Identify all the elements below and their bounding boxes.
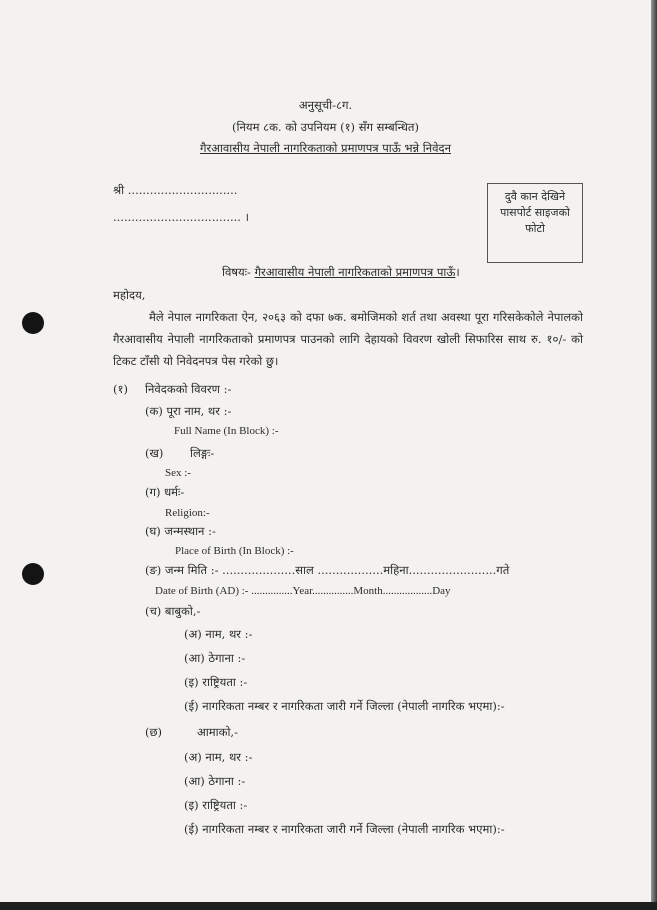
photo-box-line-3: फोटो xyxy=(525,222,545,235)
photo-box xyxy=(487,183,583,263)
rule-reference: (नियम ८क. को उपनियम (१) सँग सम्बन्धित) xyxy=(232,120,419,134)
addressee-line-1: श्री .............................. xyxy=(113,183,238,197)
full-name-english-label: Full Name (In Block) :- xyxy=(174,425,279,437)
religion-label: (ग) धर्मः- xyxy=(145,485,185,499)
photo-box-line-2: पासपोर्ट साइजको xyxy=(500,206,570,219)
religion-english-label: Religion:- xyxy=(165,507,210,519)
page-edge-shadow xyxy=(651,0,657,910)
mother-number: (छ) xyxy=(145,725,163,739)
father-nationality-label: (इ) राष्ट्रियता :- xyxy=(184,675,248,689)
birthplace-english-label: Place of Birth (In Block) :- xyxy=(175,545,294,557)
mother-name-label: (अ) नाम, थर :- xyxy=(184,750,253,764)
punch-hole-bottom xyxy=(22,563,44,585)
mother-citizenship-label: (ई) नागरिकता नम्बर र नागरिकता जारी गर्ने जिल्ला (नेपाली नागरिक भएमा):- xyxy=(184,822,505,836)
subject-line xyxy=(222,265,460,279)
father-label: (च) बाबुको,- xyxy=(145,604,201,618)
form-title-text: गैरआवासीय नेपाली नागरिकताको प्रमाणपत्र पाऊँ भन्ने निवेदन xyxy=(199,141,452,155)
sex-number: (ख) xyxy=(145,446,164,460)
subject-end: । xyxy=(455,265,460,279)
father-address-label: (आ) ठेगाना :- xyxy=(184,651,246,665)
mother-nationality-label: (इ) राष्ट्रियता :- xyxy=(184,798,248,812)
full-name-label: (क) पूरा नाम, थर :- xyxy=(145,404,232,418)
schedule-number: अनुसूची-८ग. xyxy=(298,98,353,112)
subject-text: गैरआवासीय नेपाली नागरिकताको प्रमाणपत्र पाऊँ xyxy=(254,265,456,279)
mother-address-label: (आ) ठेगाना :- xyxy=(184,774,246,788)
birth-date-label: (ङ) जन्म मिति :- ....................साल ..................महिना........................गते xyxy=(145,563,510,577)
subject-label: विषयः- xyxy=(222,265,251,279)
punch-hole-top xyxy=(22,312,44,334)
salutation: महोदय, xyxy=(113,288,146,302)
photo-box-line-1: दुवै कान देखिने xyxy=(504,190,566,203)
section-1-title: निवेदकको विवरण :- xyxy=(145,382,232,396)
background-edge xyxy=(0,902,657,910)
father-name-label: (अ) नाम, थर :- xyxy=(184,627,253,641)
body-paragraph: मैले नेपाल नागरिकता ऐन, २०६३ को दफा ७क. बमोजिमको शर्त तथा अवस्था पूरा गरिसकेकोले नेपालको गैरआवासीय नेपाली नागरिकताको प्रमाणपत्र पाउनको लागि देहायको विवरण खोली सिफारिस साथ रु. १०/- को टिकट टाँसी यो निवेदनपत्र पेस गरेको छु। xyxy=(113,310,583,368)
mother-label: आमाको,- xyxy=(197,725,238,739)
sex-label: लिङ्गः- xyxy=(190,446,215,460)
addressee-line-2: ................................... । xyxy=(113,210,249,224)
section-1-number: (१) xyxy=(113,382,128,396)
form-title xyxy=(0,141,651,155)
sex-english-label: Sex :- xyxy=(165,467,191,479)
father-citizenship-label: (ई) नागरिकता नम्बर र नागरिकता जारी गर्ने जिल्ला (नेपाली नागरिक भएमा):- xyxy=(184,699,505,713)
birth-date-english-label: Date of Birth (AD) :- ...............Year...............Month..................Day xyxy=(155,585,451,597)
birthplace-label: (घ) जन्मस्थान :- xyxy=(145,524,216,538)
